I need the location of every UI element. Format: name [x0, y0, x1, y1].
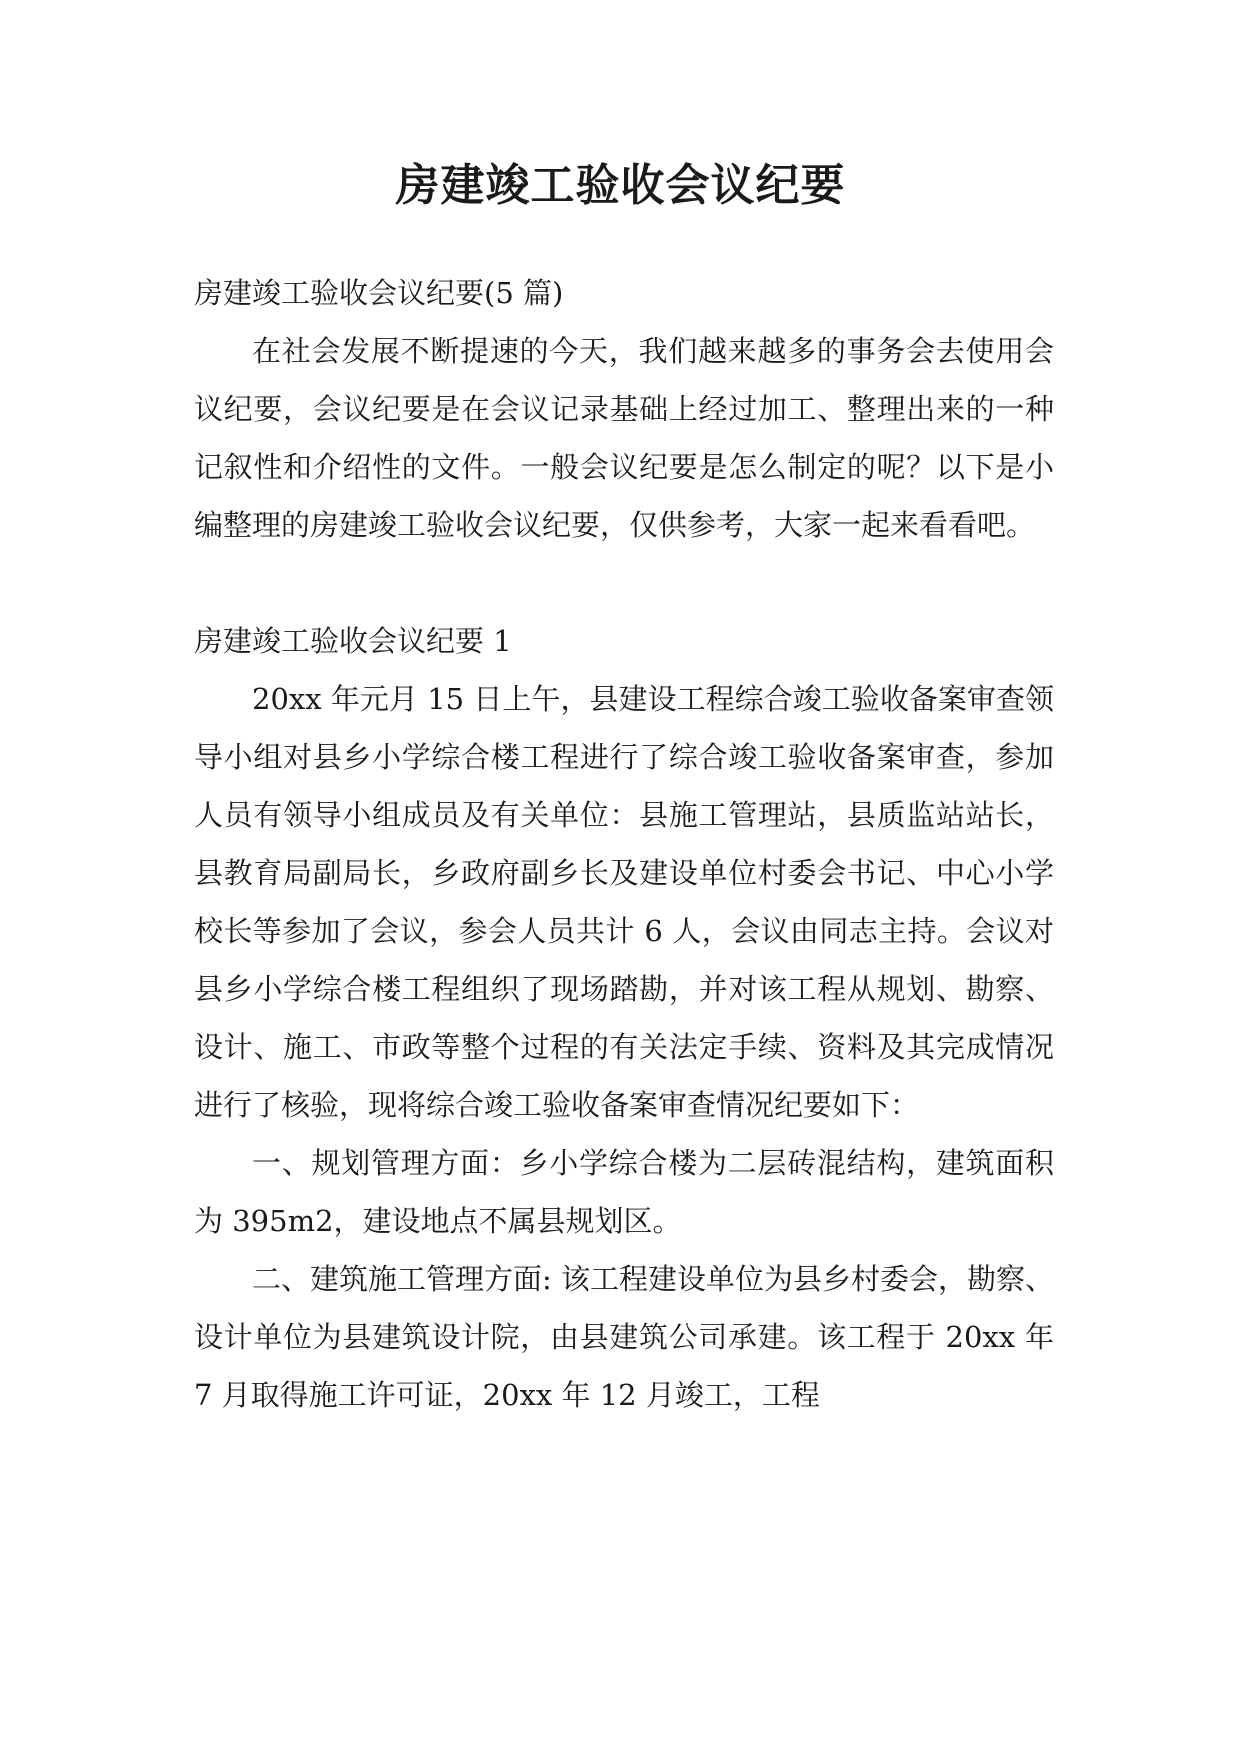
section-paragraph: 一、规划管理方面：乡小学综合楼为二层砖混结构，建筑面积为 395m2，建设地点不属县规划区。	[194, 1146, 1054, 1238]
document-subtitle: 房建竣工验收会议纪要(5 篇)	[194, 276, 564, 310]
document-body	[194, 264, 1054, 1424]
intro-paragraph: 在社会发展不断提速的今天，我们越来越多的事务会去使用会议纪要，会议纪要是在会议记录基础上经过加工、整理出来的一种记叙性和介绍性的文件。一般会议纪要是怎么制定的呢？以下是小编整理的房建竣工验收会议纪要，仅供参考，大家一起来看看吧。	[194, 334, 1054, 542]
section-spacer	[194, 554, 1054, 612]
section-paragraph: 20xx 年元月 15 日上午，县建设工程综合竣工验收备案审查领导小组对县乡小学综合楼工程进行了综合竣工验收备案审查，参加人员有领导小组成员及有关单位：县施工管理站，县质监站站长，县教育局副局长，乡政府副乡长及建设单位村委会书记、中心小学校长等参加了会议，参会人员共计 6 人，会议由同志主持。会议对县乡小学综合楼工程组织了现场踏勘，并对该工程从规划、勘察、设计、施工、市政等整个过程的有关法定手续、资料及其完成情况进行了核验，现将综合竣工验收备案审查情况纪要如下：	[194, 682, 1054, 1122]
section-paragraph: 二、建筑施工管理方面: 该工程建设单位为县乡村委会，勘察、设计单位为县建筑设计院，由县建筑公司承建。该工程于 20xx 年 7 月取得施工许可证，20xx 年 12 月竣工，工程	[194, 1262, 1054, 1412]
section-heading: 房建竣工验收会议纪要 1	[194, 624, 512, 658]
document-title: 房建竣工验收会议纪要	[395, 160, 846, 211]
